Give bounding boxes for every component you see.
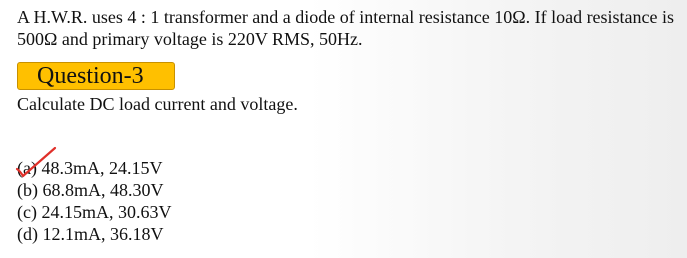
option-b-label: (b) 68.8mA, 48.30V <box>17 180 164 200</box>
problem-line-1: A H.W.R. uses 4 : 1 transformer and a diode of internal resistance 10Ω. If load resistance is <box>17 7 675 27</box>
question-badge-label: Question-3 <box>37 63 144 89</box>
problem-statement <box>17 6 681 50</box>
option-a-label: (a) 48.3mA, 24.15V <box>17 158 163 178</box>
option-d <box>17 223 171 245</box>
answer-options <box>17 157 171 245</box>
option-a <box>17 157 171 179</box>
question-badge <box>17 62 175 90</box>
option-d-label: (d) 12.1mA, 36.18V <box>17 224 164 244</box>
problem-line-2: 500Ω and primary voltage is 220V RMS, 50Hz. <box>17 29 363 49</box>
option-b <box>17 179 171 201</box>
question-text: Calculate DC load current and voltage. <box>17 94 298 114</box>
option-c-label: (c) 24.15mA, 30.63V <box>17 202 172 222</box>
option-c <box>17 201 171 223</box>
